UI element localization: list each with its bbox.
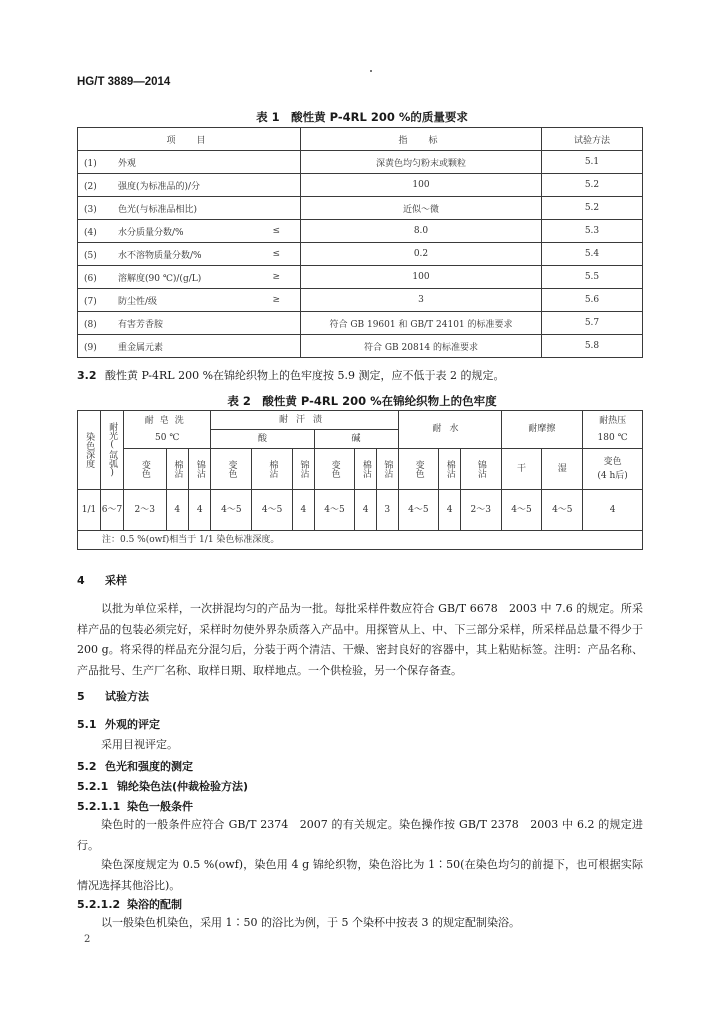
header-soap-label: 耐皂洗 [144, 416, 190, 427]
table-row [78, 197, 643, 220]
section-number: 4 [77, 574, 85, 587]
header-soap-temp: 50 ℃ [155, 432, 180, 443]
alkali-cotton [355, 449, 377, 490]
color-fastness-table [77, 410, 643, 550]
row-name: 外观 [118, 158, 137, 169]
row-item [78, 151, 243, 174]
table2-note: 注：0.5 %(owf)相当于 1/1 染色标准深度。 [78, 531, 643, 550]
header-method: 试验方法 [542, 128, 643, 151]
row-operator: ≥ [242, 266, 301, 289]
section-5-2-1-1-text2: 染色深度规定为 0.5 %(owf)，染色用 4 g 锦纶织物，染色浴比为 1∶50(在染色均匀的前提下，也可根据实际情况选择其他浴比)。 [77, 858, 643, 892]
table-header-row [78, 128, 643, 151]
cell-acid-change: 4～5 [211, 490, 252, 531]
scan-dot [370, 70, 372, 72]
water-nylon [460, 449, 501, 490]
section-number: 5.2.1.1 [77, 800, 121, 813]
row-operator: ≤ [242, 220, 301, 243]
soap-cotton-text: 棉沾 [172, 460, 183, 478]
table-row [78, 243, 643, 266]
table2-header-row-3 [78, 449, 643, 490]
alkali-cotton-text: 棉沾 [360, 460, 371, 478]
rub-wet: 湿 [542, 449, 583, 490]
section-title: 锦纶染色法(仲裁检验方法) [117, 780, 249, 793]
section-5-2-1-2-text: 以一般染色机染色，采用 1∶50 的浴比为例，于 5 个染杯中按表 3 的规定配制染浴。 [101, 916, 520, 929]
cell-soap-nylon: 4 [188, 490, 211, 531]
section-title: 采样 [105, 574, 127, 587]
row-no: (3) [84, 204, 97, 215]
row-value: 100 [301, 174, 542, 197]
row-no: (4) [84, 227, 97, 238]
section-title: 色光和强度的测定 [105, 760, 193, 773]
cell-light: 6～7 [101, 490, 124, 531]
row-method: 5.2 [542, 197, 643, 220]
row-item [78, 266, 243, 289]
table-row [78, 151, 643, 174]
cell-acid-nylon: 4 [293, 490, 315, 531]
row-method: 5.5 [542, 266, 643, 289]
section-4-heading [77, 572, 127, 588]
section-title: 染浴的配制 [127, 898, 182, 911]
row-item [78, 335, 243, 358]
row-value: 近似～微 [301, 197, 542, 220]
header-alkali: 碱 [314, 430, 398, 449]
soap-change-text: 变色 [139, 460, 150, 478]
row-no: (8) [84, 319, 97, 330]
row-name: 溶解度(90 ℃)/(g/L) [118, 273, 202, 284]
header-sweat: 耐汗渍 [211, 411, 398, 430]
row-name: 重金属元素 [118, 342, 164, 353]
header-water: 耐水 [398, 411, 501, 449]
heat-change-label: 变色 [603, 456, 622, 467]
row-no: (2) [84, 181, 97, 192]
row-item [78, 174, 243, 197]
section-title: 外观的评定 [105, 718, 160, 731]
section-5-2-1-2-heading [77, 896, 182, 912]
row-method: 5.6 [542, 289, 643, 312]
section-title: 试验方法 [105, 690, 149, 703]
header-depth-text: 染色深度 [84, 432, 95, 468]
row-item [78, 197, 243, 220]
section-5-2-1-1-heading [77, 798, 193, 814]
row-no: (7) [84, 296, 97, 307]
row-method: 5.8 [542, 335, 643, 358]
row-name: 防尘性/级 [118, 296, 158, 307]
section-5-1-heading [77, 716, 160, 732]
header-light [101, 411, 124, 490]
table1-caption: 表 1 酸性黄 P-4RL 200 %的质量要求 [256, 110, 468, 124]
section-number: 5 [77, 690, 85, 703]
row-no: (1) [84, 158, 97, 169]
header-heat [583, 411, 643, 449]
section-5-2-1-1-text1: 染色时的一般条件应符合 GB/T 2374 2007 的有关规定。染色操作按 GB/T 2378 2003 中 6.2 的规定进行。 [77, 818, 643, 852]
section-5-heading [77, 688, 149, 704]
row-operator: ≤ [242, 243, 301, 266]
section-3-2 [77, 366, 505, 387]
alkali-change [314, 449, 355, 490]
row-method: 5.2 [542, 174, 643, 197]
section-5-1-text: 采用目视评定。 [101, 738, 178, 751]
row-operator: ≥ [242, 289, 301, 312]
row-no: (6) [84, 273, 97, 284]
section-number: 3.2 [77, 369, 97, 382]
water-change-text: 变色 [413, 460, 424, 478]
cell-depth: 1/1 [78, 490, 101, 531]
table-row [78, 220, 643, 243]
row-value: 0.2 [301, 243, 542, 266]
row-operator [242, 174, 301, 197]
acid-nylon-text: 锦沾 [298, 460, 309, 478]
cell-rub-dry: 4～5 [501, 490, 542, 531]
table-row [78, 312, 643, 335]
section-5-2-1-heading [77, 778, 248, 794]
cell-acid-cotton: 4～5 [252, 490, 293, 531]
section-4-text: 以批为单位采样，一次拼混均匀的产品为一批。每批采样件数应符合 GB/T 6678 2003 中 7.6 的规定。所采样产品的包装必须完好，采样时勿使外界杂质落入产品中。用探管从上、中、下三部分采样，所采样品总量不得少于 200 g。将采得的样品充分混匀后，分装于两个清洁、干燥、密封良好的容器中，其上粘贴标签。注明：产品名称、产品批号、生产厂名称、取样日期、取样地点。一个供检验，另一个保存备查。 [77, 602, 643, 677]
cell-water-change: 4～5 [398, 490, 439, 531]
rub-dry: 干 [501, 449, 542, 490]
header-depth [78, 411, 101, 490]
cell-alkali-nylon: 3 [376, 490, 398, 531]
row-method: 5.1 [542, 151, 643, 174]
cell-heat: 4 [583, 490, 643, 531]
acid-cotton [252, 449, 293, 490]
page-number: 2 [84, 934, 91, 945]
header-rub: 耐摩擦 [501, 411, 583, 449]
cell-alkali-change: 4～5 [314, 490, 355, 531]
water-cotton-text: 棉沾 [444, 460, 455, 478]
row-value: 深黄色均匀粉末或颗粒 [301, 151, 542, 174]
acid-cotton-text: 棉沾 [267, 460, 278, 478]
alkali-nylon [376, 449, 398, 490]
cell-soap-change: 2～3 [124, 490, 167, 531]
cell-water-cotton: 4 [439, 490, 461, 531]
section-number: 5.2.1.2 [77, 898, 121, 911]
table2-note-row [78, 531, 643, 550]
row-operator [242, 151, 301, 174]
cell-alkali-cotton: 4 [355, 490, 377, 531]
section-text: 酸性黄 P-4RL 200 %在锦纶织物上的色牢度按 5.9 测定，应不低于表 2 的规定。 [105, 369, 505, 382]
row-operator [242, 197, 301, 220]
row-value: 3 [301, 289, 542, 312]
table2-caption: 表 2 酸性黄 P-4RL 200 %在锦纶织物上的色牢度 [227, 394, 497, 408]
soap-nylon-text: 锦沾 [194, 460, 205, 478]
water-nylon-text: 锦沾 [475, 460, 486, 478]
acid-nylon [293, 449, 315, 490]
soap-change [124, 449, 167, 490]
row-method: 5.4 [542, 243, 643, 266]
row-value: 8.0 [301, 220, 542, 243]
header-soap [124, 411, 211, 449]
row-name: 强度(为标准品的)/分 [118, 181, 201, 192]
row-operator [242, 312, 301, 335]
header-acid: 酸 [211, 430, 314, 449]
alkali-nylon-text: 锦沾 [382, 460, 393, 478]
cell-water-nylon: 2～3 [460, 490, 501, 531]
acid-change [211, 449, 252, 490]
row-value: 符合 GB 20814 的标准要求 [301, 335, 542, 358]
standard-number: HG/T 3889—2014 [77, 76, 171, 88]
water-change [398, 449, 439, 490]
section-number: 5.2 [77, 760, 97, 773]
row-name: 有害芳香胺 [118, 319, 164, 330]
cell-soap-cotton: 4 [166, 490, 188, 531]
table-row [78, 174, 643, 197]
row-item [78, 243, 243, 266]
section-title: 染色一般条件 [127, 800, 193, 813]
heat-change-time: (4 h后) [597, 471, 628, 481]
section-5-2-heading [77, 758, 193, 774]
row-no: (9) [84, 342, 97, 353]
row-operator [242, 335, 301, 358]
header-requirement: 指 标 [301, 128, 542, 151]
alkali-change-text: 变色 [329, 460, 340, 478]
row-name: 水不溶物质量分数/% [118, 250, 202, 261]
header-item: 项 目 [78, 128, 301, 151]
row-method: 5.7 [542, 312, 643, 335]
heat-change [583, 449, 643, 490]
table-row [78, 289, 643, 312]
table-row [78, 335, 643, 358]
row-item [78, 289, 243, 312]
soap-cotton [166, 449, 188, 490]
row-name: 色光(与标准品相比) [118, 204, 198, 215]
row-value: 100 [301, 266, 542, 289]
row-no: (5) [84, 250, 97, 261]
soap-nylon [188, 449, 211, 490]
row-value: 符合 GB 19601 和 GB/T 24101 的标准要求 [301, 312, 542, 335]
header-heat-temp: 180 ℃ [597, 432, 628, 443]
header-heat-label: 耐热压 [599, 416, 627, 427]
water-cotton [439, 449, 461, 490]
acid-change-text: 变色 [226, 460, 237, 478]
cell-rub-wet: 4～5 [542, 490, 583, 531]
row-name: 水分质量分数/% [118, 227, 184, 238]
table2-header-row-1 [78, 411, 643, 430]
row-item [78, 312, 243, 335]
table-row [78, 490, 643, 531]
row-item [78, 220, 243, 243]
row-method: 5.3 [542, 220, 643, 243]
quality-requirements-table [77, 127, 643, 358]
table-row [78, 266, 643, 289]
section-number: 5.2.1 [77, 780, 109, 793]
header-light-text: 耐光(氙弧) [107, 422, 118, 478]
section-number: 5.1 [77, 718, 97, 731]
